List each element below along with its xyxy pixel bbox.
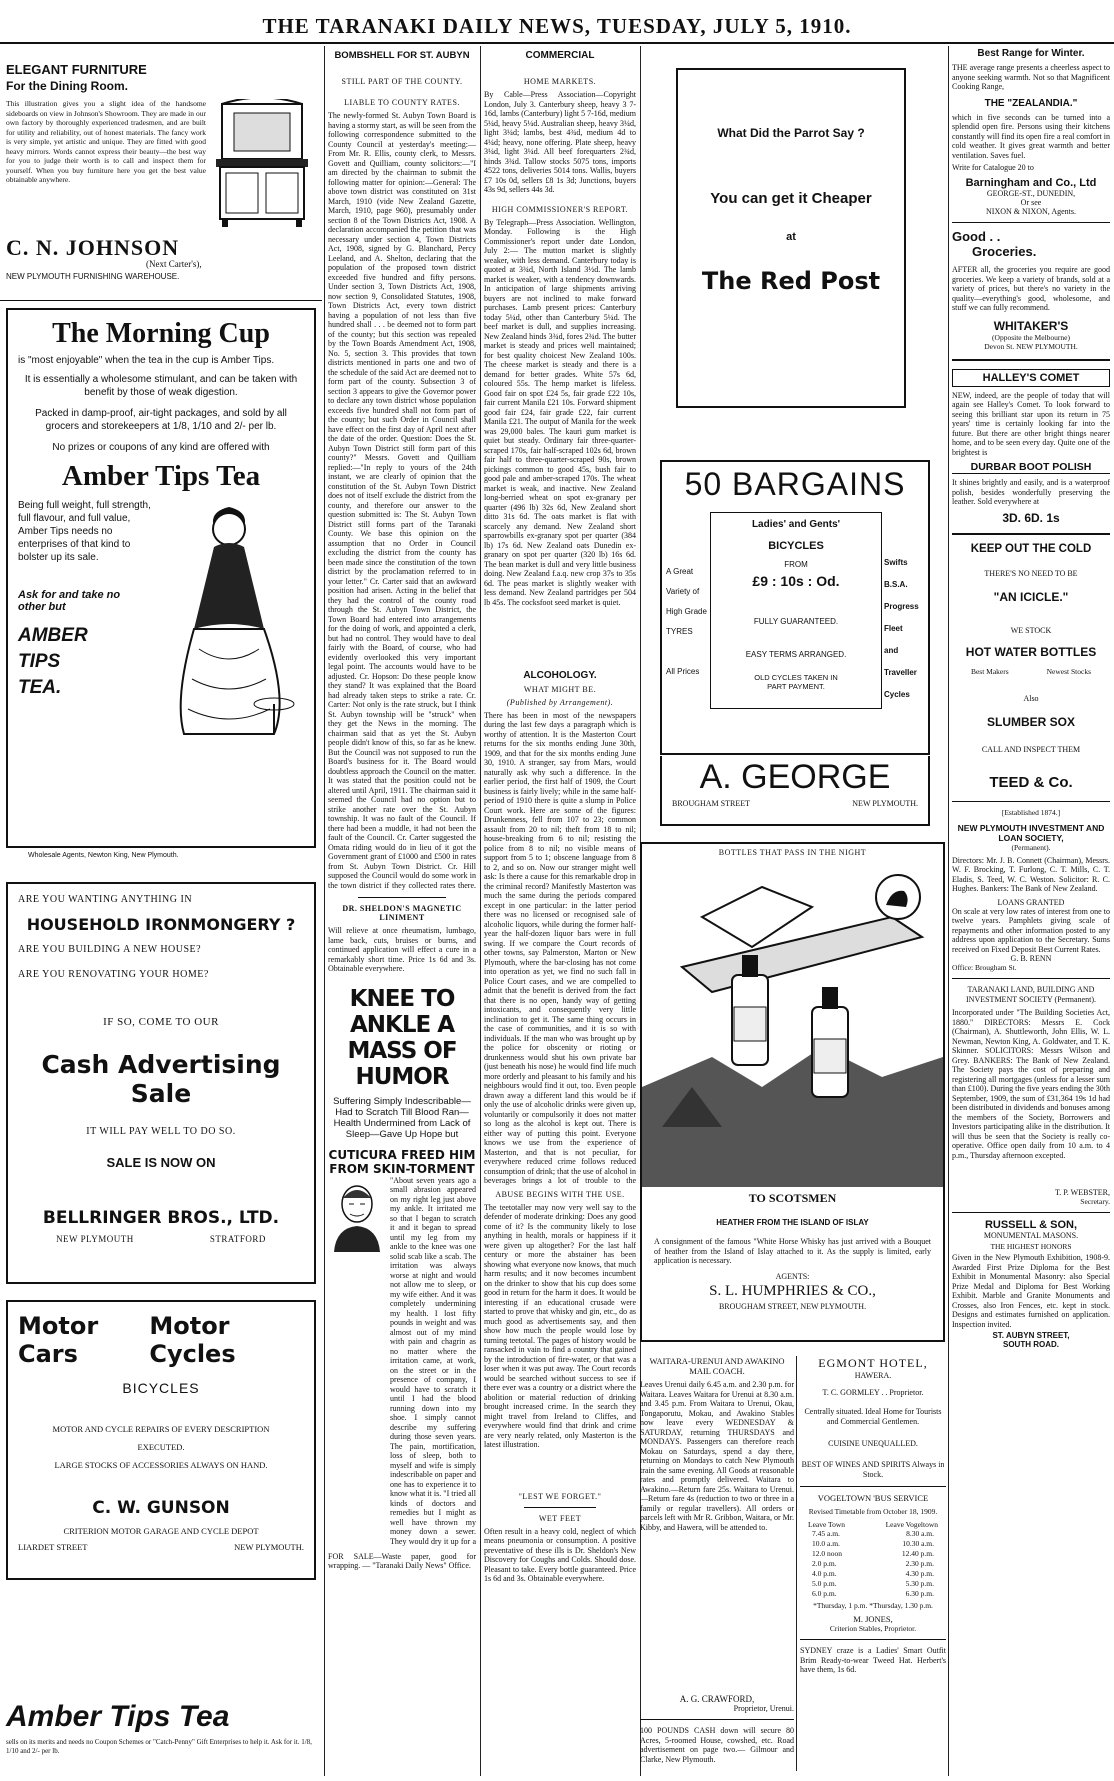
halley-heading: HALLEY'S COMET [952,369,1110,387]
bicycles: BICYCLES [122,1380,200,1396]
bargains-ad [660,460,930,755]
timetable-cell: 10.30 a.m. [902,1539,934,1548]
agents: AGENTS: [775,1271,810,1281]
ad-line: BICYCLES [768,540,824,552]
street: BROUGHAM STREET [672,799,751,808]
list-item: Variety of [666,587,700,596]
ad-line: OLD CYCLES TAKEN IN [754,673,838,682]
bus-revised: Revised Timetable from October 18, 1909. [808,1507,938,1516]
list-item: A Great [666,567,694,576]
johnson-furniture-ad [6,62,316,302]
timetable-row [812,1559,934,1569]
address-line: Devon St. NEW PLYMOUTH. [984,341,1078,351]
ad-body: Incorporated under "The Building Societies Act, 1880." DIRECTORS: Messrs E. Cock (Chairman), A. Shuttleworth, John Ellis, W. L. Newman, Newton King, A. Goldwater, and T. K. Skinner. SOLICITORS: Messrs Wilson and Grey. BANKERS: The Bank of New Zealand. The Society pays the cost of preparing and registering all mortgages (unless for a lesser sum than £100). During the five years ending the 30th September, 1909, the sum of £31,364 19s 1d had been distributed in dividends and bonuses among the members of the Society, Borrowers and Investors participating alike in the distribution. It will thus be seen that the Society is really co-operative. Office open daily from 10 a.m. to 4 p.m., Thursday afternoon excepted. [952,1008,1110,1160]
article-subhead: WHAT MIGHT BE. [523,684,597,694]
sale-title: Cash Advertising Sale [41,1050,281,1108]
column-commercial [484,50,636,1775]
parrot-line: What Did the Parrot Say ? [717,126,865,140]
timetable-cell: 6.30 p.m. [905,1589,934,1598]
timetable-row [812,1579,934,1589]
icicle: "AN ICICLE." [993,589,1069,604]
scotsmen: TO SCOTSMEN [748,1191,837,1205]
ad-line: THE HIGHEST HONORS [990,1242,1072,1251]
article-subhead: DR. SHELDON'S MAGNETIC LINIMENT [342,904,462,922]
article-body: The newly-formed St. Aubyn Town Board is having a stormy start, as will be seen from the following correspondence submitted to the County Council at yesterday's meeting:— From Mr. R. Ellis, county clerk, to Messrs. Govett and Quilliam, county solicitors:—"I am directed by the chairman to submit the following matter for opinion:—General: The above town district was constituted on 31st March, 1910 (vide New Zealand Gazette, March, 1910, page 960), presumably under section 8 of the Town Districts Act, 1908. A declaration accompanied the petition that was necessary under section 4, Town Districts Act, 1908, signed by G. Blanchard, Percy Leeland, and A. Shelton, declaring that the population of the proposed town district exceeded five hundred and fifty persons. Under section 3, Town Districts Act, 1908, now section 9, Consolidated Statutes, 1908, Town Districts Act, every town district having a population of not less than five hundred shall . . . be deemed not to form part of the county; but this section was repealed by the Town Boards Amendment Act, 1908, No. 5, section 3. This provides that town districts mentioned in parts one and two of the schedule of the said Act are deemed not to form part of the county. Subsection 3 of section 3 appears to give the Governor power to declare any town district whose population exceeds five hundred shall not form part of the county; but such Order in Council shall have effect on the first day of April next after the date of the order. Question: Does the St. Aubyn Town District still form part of this county?" Messrs. Govett and Quilliam replied:—"In reply to yours of the 24th instant, we are clearly of opinion that the constitution of the St. Aubyn Town District does not of itself exclude the district from the county, and therefore our answer to the question submitted is: The St. Aubyn Town District still forms part of the Taranaki County. We base this opinion on the assumption that no Order in Council excluding the district from the county has been made since the constitution of the town district by the proclamation referred to in your letter." Cr. Carter said that an awkward position had arisen. Acting in the belief that they had the control of the county road through the St. Aubyn Town District, the Town Board had entered into arrangements for the doing of work, and appointed a clerk, but had no control. They would have to deal fairly with the Board, of course, who had evidently overlooked this very important legal point. The accounts would have to be adjusted. Cr. Hopson: Do these people know they stand? It was explained that the Board had already taken steps to strike a rate. Cr. Carter: Not only is the rate struck, but I think St. Aubyn township will be "struck" when they get the News in the morning. The chairman said that as yet the St. Aubyn people didn't know of this, so far as he knew. But the Council was not supposed to run the Board's business for it. The Board would doubtless approach the Council on the matter. It was stated that the position could not be altered until April, 1911. The chairman said it seemed the Council had no option but to strike another rate over the St. Aubyn township. It was no fault of the Council. If there had been a muddle, it had not been the fault of the Council. Cr. Carter suggested the Omata riding would do in lieu of it got the Government grant of £1000 and £500 in rates from St. Aubyn Town District. Cr. Hill supposed the Council would do some work in the town district if they collected rates there. [328,111,476,890]
bus-title: VOGELTOWN 'BUS SERVICE [817,1493,929,1503]
ad-body: This illustration gives you a slight idea of the handsome sideboards on view in Johnson's Showroom. They are made in our own factory by thoroughly experienced tradesmen, and are built for utility and reliability, out of honest materials. The fancy work is very simple, yet artistic and unique. They are fitted with good heavy mirrors. Words cannot express their beauty—the best way for you to judge their worth is to call and inspect them for yourself. When you buy furniture here you get the best value obtainable anywhere. [6,99,206,184]
article-body: Often result in a heavy cold, neglect of which means pneumonia or consumption. A positive preventative of these ills is Dr. Sheldon's New Discovery for Coughs and Colds. Should dose. Pleasant to take. Every bottle guaranteed. Price 1s 6d and 3s. Obtainable everywhere. [484,1526,636,1583]
column-rule [948,46,949,1776]
ad-line: EASY TERMS ARRANGED. [745,650,847,659]
bicycles-panel [710,512,882,709]
column-right [952,48,1110,1776]
ad-headline: WAITARA-URENUI AND AWAKINO MAIL COACH. [649,1356,785,1376]
cuticura-title-line: MASS OF HUMOR [347,1037,457,1090]
ad-body: Leaves Urenui daily 6.45 a.m. and 2.30 p.m. for Waitara. Leaves Waitara for Urenui at 8.30 a.m. and 3.45 p.m. From Waitara to Urenui, Okau, Tongaporutu, Mokau, and Awakino Stables now leave every WEDNESDAY & SATURDAY, returning THURSDAYS and MONDAYS. Passengers can therefore reach Mokau on Saturdays, spend a day there, returning on Mondays to catch New Plymouth train the same evening. All Goods at reasonable rates and promptly delivered. Waitara to Awakino.—Return fare 25s. Waitara to Urenui.—Return fare 4s (reduction to two or three in a family or regular travellers). All orders or parcels left with Mr R. Gribbon, Waitara, or Mr. Kibby, and Hawera, will be attended to. [640,1380,794,1532]
ad-line: EXECUTED. [137,1442,185,1452]
timetable-cell: 8.30 a.m. [906,1529,934,1538]
johnson-address: NEW PLYMOUTH FURNISHING WAREHOUSE. [6,272,180,281]
ad-line: MOTOR AND CYCLE REPAIRS OF EVERY DESCRIPTION [52,1424,270,1434]
ad-body: AFTER all, the groceries you require are good groceries. We keep a variety of brands, sold at a variety of prices, but there's no variety in the quality—everything's good, wholesome, and stuff we can fully recommend. [952,265,1110,312]
list-item: B.S.A. [884,580,908,589]
ad-line: ARE YOU WANTING ANYTHING IN [18,894,193,905]
ad-line: LOANS GRANTED [997,897,1065,907]
amber-tips-ad [6,308,316,848]
price: 3D. 6D. 1s [1002,510,1060,525]
timetable-cell: 5.30 p.m. [905,1579,934,1588]
timetable-header: Leave Town [808,1520,846,1529]
list-item: Progress [884,602,919,611]
cuticura-title [328,986,476,1090]
company-name: BELLRINGER BROS., LTD. [42,1208,280,1228]
johnson-next: (Next Carter's), [146,259,202,269]
red-post-name: The Red Post [701,267,881,295]
ad-line: G. B. RENN [1010,954,1052,963]
column-st-aubyn [328,50,476,1775]
ad-line: FROM [784,560,808,569]
ad-body: It shines brightly and easily, and is a waterproof polish, besides wonderfully preserving the leather. Sold everywhere at [952,478,1110,506]
divider [0,300,322,301]
ad-headline: HOUSEHOLD IRONMONGERY ? [26,915,296,934]
divider [952,222,1110,223]
amber-word: AMBER [18,625,88,646]
ad-line: PART PAYMENT. [767,682,825,691]
timetable-cell: 7.45 a.m. [812,1529,840,1538]
ad-line: Secretary. [1080,1197,1110,1206]
ad-line: WE STOCK [1010,625,1052,635]
woman-illustration [154,499,304,739]
bargains-title: 50 BARGAINS [684,466,906,502]
company-name: A. GEORGE [699,758,891,796]
ad-body: NEW, indeed, are the people of today that will again see Halley's Comet. To look forward to seeing this brilliant star upon its return in 75 years' time is certainly looking far into the future. But there are other bright things nearer home, and to be seen every day. Quite one of the brightest is [952,390,1110,457]
article-subhead: HIGH COMMISSIONER'S REPORT. [491,204,629,214]
article-subhead: ABUSE BEGINS WITH THE USE. [495,1189,625,1199]
article-headline: ALCOHOLOGY. [523,669,597,681]
right-list [884,552,919,706]
address-line: GEORGE-ST., DUNEDIN, [986,189,1076,198]
hot-water-bottles: HOT WATER BOTTLES [965,644,1097,659]
article-body: By Cable—Press Association—Copyright London, July 3. Canterbury sheep, heavy 3 7-16d, lambs (Canterbury) light 5 7-16d, medium 5¼d, heavy 5¼d. Australian sheep, heavy 3¼d, light 3¼d; lambs, best 4¾d, medium 4d to 4¼d; heavy, none offering. Plate sheep, heavy 3¼d, light 3¼d. All beef forequarters 2¾d, hinds 3¾d. Tallow stocks 5075 tons, imports 4522 tons, deliveries 5014 tons. Wallis, buyers £7 10s 0d, sellers £8 1s 3d; Junctions, buyers 43s 9d, sellers 44s 3d. [484,90,636,194]
ad-subtitle: For the Dining Room. [6,79,128,93]
keep-heading: KEEP OUT THE COLD [970,542,1092,555]
list-item: Fleet [884,624,903,633]
ad-line: IF SO, COME TO OUR [103,1016,219,1028]
town: NEW PLYMOUTH [56,1234,134,1244]
ad-body: A consignment of the famous "White Horse Whisky has just arrived with a Bouquet of heather from the Island of Islay attached to it. As the supply is limited, early application is necessary. [654,1237,931,1265]
hotel-name: EGMONT HOTEL, [818,1356,928,1370]
ad-line: No prizes or coupons of any kind are offered with [52,442,270,453]
brand-name: Amber Tips Tea [61,460,261,492]
article-headline: BOMBSHELL FOR ST. AUBYN [334,50,470,61]
ad-body: which in five seconds can be turned into a splendid open fire. Persons using their kitchens constantly will find its open fire a real comfort in cold weather. It gives great warmth and better ventilation. Saves fuel. [952,112,1110,160]
ad-line: Ladies' and Gents' [751,519,841,530]
heather: HEATHER FROM THE ISLAND OF ISLAY [716,1218,869,1227]
article-subhead: LIABLE TO COUNTY RATES. [344,98,460,107]
ad-line: T. P. WEBSTER, [1054,1188,1110,1197]
ad-line: CALL AND INSPECT THEM [981,744,1081,754]
timetable-row [812,1549,934,1559]
george-ad [660,756,930,826]
ad-line: Also [1023,693,1039,703]
address-line: Or see [1020,198,1042,207]
list-item: Cycles [884,690,910,699]
company-name: C. W. GUNSON [92,1498,230,1518]
address-line: ST. AUBYN STREET, [992,1331,1070,1340]
timetable-cell: 2.0 p.m. [812,1559,837,1568]
ad-line: Office: Brougham St. [952,963,1017,972]
column-rule [796,1356,797,1771]
company-name: RUSSELL & SON, [984,1219,1078,1231]
timetable-note: *Thursday, 1 p.m. *Thursday, 1.30 p.m. [813,1601,933,1610]
ad-title: The Morning Cup [52,318,270,349]
address-line [662,797,928,810]
tips-word: TIPS [18,651,61,672]
johnson-name: C. N. JOHNSON [6,235,180,260]
waitara-coach-ad [640,1356,794,1771]
article-byline: (Published by Arrangement). [506,697,614,707]
cuticura-freed: CUTICURA FREED HIM [328,1147,476,1162]
timetable-cell: 6.0 p.m. [812,1589,837,1598]
ad-line: sells on its merits and needs no Coupon Schemes or "Catch-Penny" Gift Enterprises to help it. Ask for it. 1/8, 1/10 and 2/- per lb. [6,1738,312,1755]
tea-word: TEA. [18,677,62,698]
society-name: TARANAKI LAND, BUILDING AND INVESTMENT SOCIETY (Permanent). [966,985,1096,1004]
divider [640,1719,794,1720]
list-item: TYRES [666,627,693,636]
list-item: High Grade [666,607,707,616]
ad-line: LARGE STOCKS OF ACCESSORIES ALWAYS ON HAND. [54,1460,268,1470]
ad-line: is "most enjoyable" when the tea in the cup is Amber Tips. [18,355,275,366]
parrot-line: at [786,231,796,243]
timetable-cell: 2.30 p.m. [905,1559,934,1568]
timetable-cell: 12.40 p.m. [901,1549,934,1558]
town: NEW PLYMOUTH. [234,1542,304,1552]
company-name: TEED & Co. [989,773,1073,791]
ad-line: Being full weight, full strength, full flavour, and full value, Amber Tips needs no enterprises of that kind to bolster up its sale. [18,500,151,563]
motor-cycles: Motor Cycles [149,1312,236,1368]
proprietor: T. C. GORMLEY . . Proprietor. [822,1388,924,1397]
list-item: All Prices [666,667,700,676]
list-item: and [884,646,899,655]
ad-line: It is essentially a wholesome stimulant, and can be taken with benefit by those of weak digestion. [24,374,298,398]
article-subhead: STILL PART OF THE COUNTY. [341,77,463,86]
timetable-row [812,1569,934,1579]
article-headline: COMMERCIAL [525,50,595,61]
sale-now: SALE IS NOW ON [106,1155,216,1170]
egmont-hotel-ad [800,1356,946,1771]
town: NEW PLYMOUTH. [852,799,918,808]
company-name: S. L. HUMPHRIES & CO., [709,1282,876,1299]
article-body: By Telegraph—Press Association. Wellington, Monday. Following is the High Commissioner's report under date London, July 2:— The mutton market is slightly weaker, with less demand. Canterbury today is quoted at 3¾d, North Island 3½d. The lamb market is weaker, with a tendency downwards. In anticipation of large shipments arriving buyers are not inclined to make forward purchases. Lamb present prices: Canterbury today 5¼d, other than Canterbury 5¼d. The beef market is dull, and supplies increasing. New Zealand hinds 3¾d, fores 2¾d. The butter market is steady and prices well maintained; for best quality choicest New Zealand 100s. The cheese market is steady and there is a demand for better grades. White 57s 6d, coloured 55s. The hemp market is lifeless. Good fair on spot £24 5s, fair grade £22 10s, fair current Manila £21 10s. Forward shipment good fair £24, fair grade £22, fair current Manila £21. The output of Manila for the week was 29,000 bales. The kauri gum market is quiet but steady. Ordinary fair three-quarter-scraped 170s, fair half-scraped 102s 6d, brown fair half to three-quarter-scraped 90s, brown pickings common to good 45s, bush fair to good pale and amber-scraped 170s. The wheat market is weak, and inactive. New Zealand long-berried wheat on spot ex-granary per quarter (496 lb) 32s 6d, New Zealand short ditto 31s 6d. The oats market is flat with scarcely any demand. New Zealand short sparrowbills ex-granary spot per quarter (384 lb) 17s 6d. New Zealand oats Dunedin ex-granary on spot per quarter (320 lb) 16s 6d. The bean market is dull and very little business doing. New Zealand f.a.q. new crop 37s to 35s 6d. The peas market is slightly weaker with less demand. New Zealand partridges per 504 lb 45s. The cocksfoot seed market is quiet. [484,217,636,607]
timetable-cell: 4.0 p.m. [812,1569,837,1578]
man-portrait [328,1180,386,1252]
price: £9 : 10s : Od. [752,573,840,589]
ad-line: Write for Catalogue 20 to [952,163,1034,172]
proprietor-address: Proprietor, Urenui. [733,1704,794,1713]
column-rule [324,46,325,1776]
ad-line: Best Makers [970,666,1009,676]
masthead-rule [0,42,1114,44]
divider [952,533,1110,535]
masthead: THE TARANAKI DAILY NEWS, TUESDAY, JULY 5, 1910. [262,14,852,38]
bellringer-ad [6,882,316,1284]
timetable-row [812,1539,934,1549]
timetable-header: Leave Vogeltown [885,1520,938,1529]
divider [358,897,446,898]
ad-line: ARE YOU BUILDING A NEW HOUSE? [18,944,202,955]
divider [952,801,1110,802]
article-subhead: WET FEET [538,1513,582,1523]
proprietor-name: A. G. CRAWFORD, [679,1694,755,1704]
ad-line: CRITERION MOTOR GARAGE AND CYCLE DEPOT [63,1526,259,1536]
classified: FOR SALE—Waste paper, good for wrapping. — "Taranaki Daily News" Office. [328,1551,476,1570]
timetable-row [812,1589,934,1599]
divider [524,1507,596,1508]
proprietor-name: M. JONES, [853,1614,893,1624]
address-line: (Opposite the Melbourne) [992,332,1070,342]
ad-title: ELEGANT FURNITURE [6,62,147,77]
ad-body: THE average range presents a cheerless aspect to anyone seeking warmth. Not so that Magnificent Cooking Range, [952,63,1110,91]
ad-line: (Permanent). [1011,842,1051,852]
ad-line: THERE'S NO NEED TO BE [984,568,1078,578]
ad-line: Newest Stocks [1046,666,1091,676]
ad-line: BEST OF WINES AND SPIRITS Always in Stock. [801,1460,945,1479]
timetable-cell: 5.0 p.m. [812,1579,837,1588]
ad-line: ARE YOU RENOVATING YOUR HOME? [18,969,209,980]
slumber-sox: SLUMBER SOX [986,714,1075,729]
ad-body: Directors: Mr. J. B. Connett (Chairman), Messrs. W. F. Brocking, T. Furlong, C. T. Mills, C. T. Eladis, S. Teed, W. C. Weston. Solicitor: R. C. Hughes. Bankers: The Bank of New Zealand. [952,855,1110,893]
divider [800,1639,946,1640]
article-body: There has been in most of the newspapers during the last few days a paragraph which is worthy of attention. It is the Masterton Court returns for the six months ending June 30th, 1909, and that for the six months ending June 30, 1910. A stranger, say from Mars, would naturally ask why such a difference. In the earlier period, the first half of 1909, the Court business is fairly lively; while in the same half-period of 1910 there is quite a slump in Police Court work. Here are some of the figures: Drunkenness, fell from 107 to 23; common assault from 20 to nil; theft from 18 to nil; house-breaking from 6 to nil; resisting the police from 8 to nil; no visible means of support from 5 to 1; obscene language from 8 to 2, and so on. Now our stranger might well ask: Is there a cause for this remarkable drop in the criminal record? Manifestly Masterton was much the same during the periods compared except in one particular: in the latter period there was no licensed or recognised sale of alcoholic liquors, while during the former half-year the half-dozen liquor bars were in full swing. If we compare the Court records of other towns, say Palmerston, Marton or New Plymouth, where the bar-closing has not come into operation as yet, we find no such fall in Police Court cases, and we are compelled to admit that the benefit is derived from the fact that there is no open, handy way of getting intoxicants, and consequently very little inclination to get it. The same thing occurs in the case of communities, and it is so with individuals. If the man who was brought up by the police for obscenity or rioting or drunkenness would shut his own private bar (just beneath his nose) he would find life much more orderly and pleasant to his family and his neighbours would find it out, too. Even people drawn away a different land this would be if only the use of alcoholic drinks were given up, voluntarily or compulsorily it does not matter so long as the alcohol is kept out. There is either way of putting this point. Everyone knows we use from the experience of Masterton, and that is not peculiar, for everywhere reduced crime follows reduced consumption of drink; that the use of alcohol in beverages brings a lot of trouble to the [484,710,636,1185]
parrot-line: You can get it Cheaper [710,190,872,207]
article-body: The teetotaller may now very well say to the defender of moderate drinking: Does any good come of it? Is the community likely to lose anything in health, morals or happiness if it were given up altogether? For the last half century or more the abstainer has been showing what everyone now knows, that much harm results; and it now becomes incumbent on the drinker to show that his cup does some good in return for the harm it does. It would be interesting if an educational crusade were started to prove that whisky and gin, etc., do as much good as advertisements say, and then show how much the people would lose by turning teetotal. The pages of history would be ransacked in vain to find a country that gained by the introduction of fire-water, or that was a loser when it was put away. The Court records would be searched without success to see if there ever was a country or a district where the abolition or material reduction of drinking brought increased crime. In the search they might travel from Ireland to Cliffes, and everywhere would find that drink and crime are very nearly related, only Masterton is the latest illustration. [484,1202,636,1449]
company-name: WHITAKER'S [993,318,1069,333]
good-heading: Good . . [952,229,1001,244]
ad-line: [Established 1874.] [1001,807,1061,817]
ad-line: MONUMENTAL MASONS. [983,1231,1079,1240]
ad-body: Given in the New Plymouth Exhibition, 1908-9. Awarded First Prize Diploma for the Best Exhibit in Monumental Masonry: also Special Prize Medal and Diploma for Best Working Exhibit. Marble and Granite Monuments and Crosses, also Iron Fences, etc. kept in stock. Designs and estimates furnished on application. Inspection invited. [952,1253,1110,1329]
timetable-cell: 12.0 noon [812,1549,842,1558]
address-line: SOUTH ROAD. [1003,1340,1059,1349]
ad-line: Ask for and take no other but [18,589,121,613]
street: LIARDET STREET [18,1542,88,1552]
brand-name: Amber Tips Tea [6,1700,230,1733]
divider [952,978,1110,979]
gunson-ad [6,1300,316,1580]
white-horse-ad [640,842,945,1342]
article-body: "About seven years ago a small abrasion appeared on my right leg just above my ankle. It irritated me so that I began to scratch it and it began to spread until my leg from my ankle to the knee was one solid scab like a scab. The irritation was always worse at night and would not allow me to sleep, or my wife either. And it was completely undermining my health. I lost fifty pounds in weight and was almost out of my mind with pain and chagrin as no matter where the irritation came, at work, on the street or in the presence of company, I would have to scratch it until I had the blood running down into my shoe. I simply cannot describe my suffering during those seven years. The pain, mortification, loss of sleep, both to myself and wife is simply indescribable on paper and one has to experience it to know what it is. "I tried all kinds of doctors and remedies but I might as well have thrown my money down a sewer. They would dry it up for a [390,1175,476,1546]
column-rule [480,46,481,1776]
proprietor-address: Criterion Stables, Proprietor. [829,1624,917,1633]
divider [952,1212,1110,1213]
company-name: Barningham and Co., Ltd [965,177,1097,189]
list-item: Traveller [884,668,917,677]
ad-headline: Best Range for Winter. [977,48,1085,59]
address-line: BROUGHAM STREET, NEW PLYMOUTH. [718,1301,867,1311]
timetable-cell: 10.0 a.m. [812,1539,840,1548]
town: STRATFORD [209,1234,266,1244]
article-subhead: HOME MARKETS. [523,77,597,86]
cuticura-freed: FROM SKIN-TORMENT [329,1161,475,1176]
ad-line: Centrally situated. Ideal Home for Tourists and Commercial Gentlemen. [804,1407,942,1426]
timetable-row [812,1529,934,1539]
timetable-cell: 4.30 p.m. [905,1569,934,1578]
left-list [666,562,707,682]
cuticura-title-line: KNEE TO ANKLE A [349,985,455,1038]
cuticura-sub: Suffering Simply Indescribable—Had to Scratch Till Blood Ran—Health Undermined from Lack of Sleep—Gave Up Hope but [333,1095,471,1140]
hotel-town: HAWERA. [854,1371,892,1380]
red-post-ad [676,68,906,408]
durbar-heading: DURBAR BOOT POLISH [952,461,1110,474]
ad-line: CUISINE UNEQUALLED. [828,1439,918,1448]
timetable [800,1529,946,1599]
article-subhead: "LEST WE FORGET." [518,1491,602,1501]
classified: SYDNEY craze is a Ladies' Smart Outfit Brim Ready-to-wear Tweed Hat. Herbert's have them, 1s 6d. [800,1646,946,1674]
ad-line: IT WILL PAY WELL TO DO SO. [86,1126,236,1137]
sideboard-illustration [212,99,312,229]
groceries-heading: Groceries. [972,244,1037,259]
ad-headline: THE "ZEALANDIA." [984,97,1078,109]
ad-body: On scale at very low rates of interest from one to twelve years. Pamphlets giving scale of repayments and other information posted to any address upon application to the Secretary. Sums received on Fixed Deposit Best Current Rates. [952,906,1110,954]
ad-line: BOTTLES THAT PASS IN THE NIGHT [718,848,867,857]
motor-cars: Motor Cars [18,1312,99,1368]
classified: 100 POUNDS CASH down will secure 80 Acres, 5-roomed House, cowshed, etc. Road advertisement on page two.— Gilmour and Clarke, New Plymouth. [640,1726,794,1764]
article-body: Will relieve at once rheumatism, lumbago, lame back, cuts, bruises or burns, and continued application will effect a cure in a remarkably short time. Price 1s 6d and 3s. Obtainable everywhere. [328,926,476,973]
ad-line: Packed in damp-proof, air-tight packages, and sold by all grocers and storekeepers at 1/8, 1/10 and 2/- per lb. [35,408,287,432]
amber-tips-bottom-ad [6,1700,316,1775]
address-line: NIXON & NIXON, Agents. [986,207,1076,216]
airship-bottles-illustration [642,857,943,1187]
society-name: NEW PLYMOUTH INVESTMENT AND LOAN SOCIETY, [957,822,1105,843]
divider [800,1486,946,1487]
divider [952,359,1110,361]
list-item: Swifts [884,558,908,567]
wholesale-agents: Wholesale Agents, Newton King, New Plymouth. [28,852,179,859]
ad-line: FULLY GUARANTEED. [753,617,839,626]
